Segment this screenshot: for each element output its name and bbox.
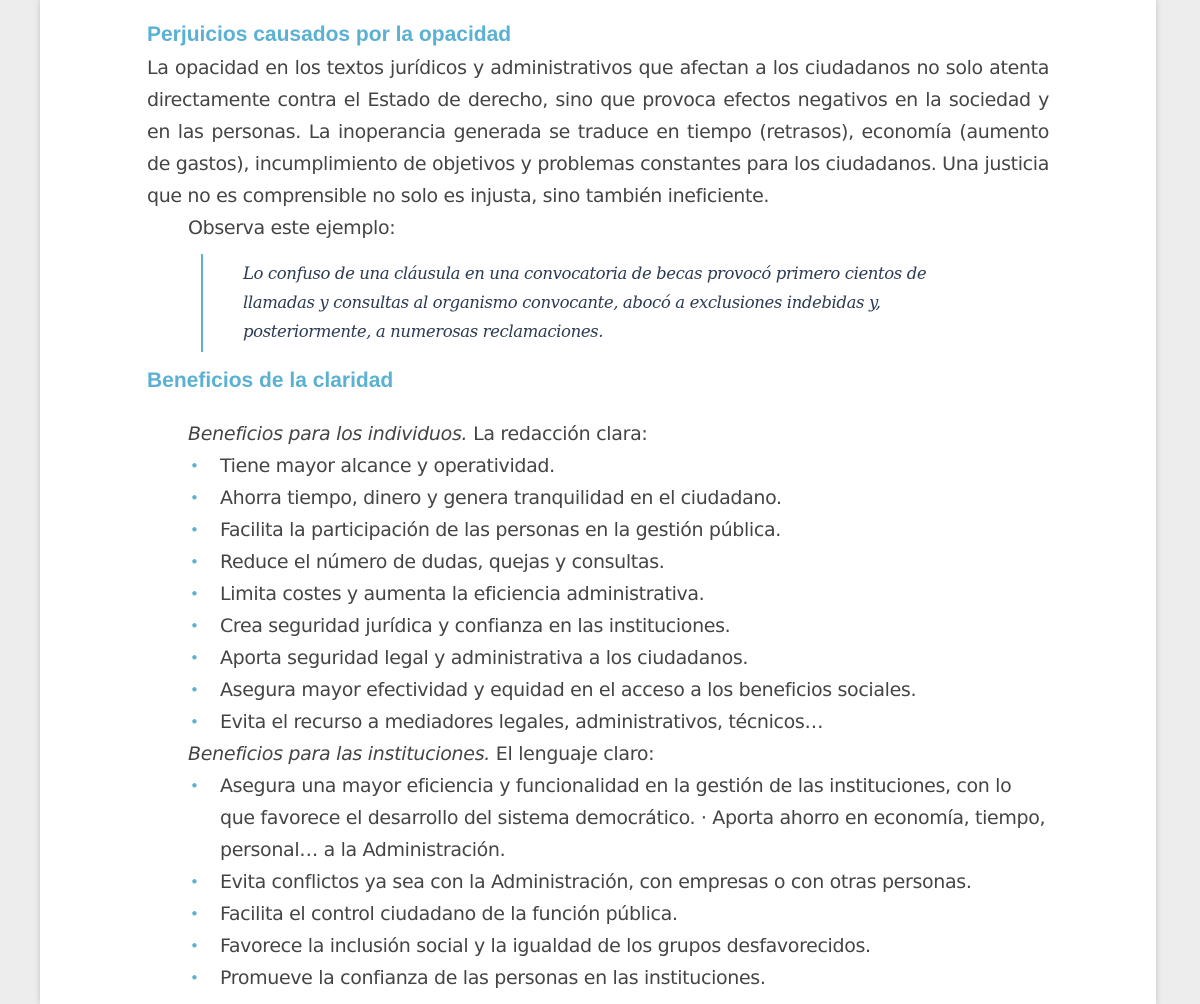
bullet-icon: • xyxy=(190,905,199,923)
list-item-text: Tiene mayor alcance y operatividad. xyxy=(220,455,555,477)
bullet-icon: • xyxy=(190,777,199,795)
heading-perjuicios: Perjuicios causados por la opacidad xyxy=(147,23,512,46)
bullet-icon: • xyxy=(190,713,199,731)
list-item xyxy=(147,674,1050,706)
bullet-icon: • xyxy=(190,553,199,571)
bullet-icon: • xyxy=(190,521,199,539)
list-item-text: Facilita la participación de las personas en la gestión pública. xyxy=(220,519,781,541)
institutions-list xyxy=(147,770,1067,994)
bullet-icon: • xyxy=(190,617,199,635)
list-item-text: Ahorra tiempo, dinero y genera tranquilidad en el ciudadano. xyxy=(220,487,782,509)
list-item xyxy=(147,898,1050,930)
bullet-icon: • xyxy=(190,585,199,603)
list-item xyxy=(147,514,1050,546)
bullet-icon: • xyxy=(190,873,199,891)
institutions-label: Beneficios para las instituciones. xyxy=(188,743,491,765)
list-item-text: Limita costes y aumenta la eficiencia administrativa. xyxy=(220,583,705,605)
list-item-text: Crea seguridad jurídica y confianza en las instituciones. xyxy=(220,615,731,637)
individuals-intro xyxy=(188,418,1067,450)
list-item-text: Facilita el control ciudadano de la función pública. xyxy=(220,903,678,925)
list-item-text: Evita conflictos ya sea con la Administración, con empresas o con otras personas. xyxy=(220,871,972,893)
bullet-icon: • xyxy=(190,489,199,507)
institutions-intro xyxy=(188,738,1067,770)
bullet-icon: • xyxy=(190,457,199,475)
individuals-list xyxy=(147,450,1067,738)
list-item xyxy=(147,642,1050,674)
list-item-text: Evita el recurso a mediadores legales, administrativos, técnicos… xyxy=(220,711,824,733)
list-item xyxy=(147,770,1050,866)
heading-beneficios: Beneficios de la claridad xyxy=(147,369,394,392)
list-item xyxy=(147,610,1050,642)
list-item xyxy=(147,450,1050,482)
individuals-label: Beneficios para los individuos. xyxy=(188,423,468,445)
example-quote: Lo confuso de una cláusula en una convocatoria de becas provocó primero cientos de llamadas y consultas al organismo convocante, abocó a exclusiones indebidas y, posteriormente, a numerosas reclamaciones. xyxy=(201,254,943,352)
bullet-icon: • xyxy=(190,649,199,667)
list-item-text: Aporta seguridad legal y administrativa a los ciudadanos. xyxy=(220,647,749,669)
list-item xyxy=(147,706,1050,738)
list-item xyxy=(147,578,1050,610)
list-item-text: Reduce el número de dudas, quejas y consultas. xyxy=(220,551,665,573)
bullet-icon: • xyxy=(190,937,199,955)
individuals-lead: La redacción clara: xyxy=(473,423,648,445)
example-intro: Observa este ejemplo: xyxy=(188,217,396,239)
bullet-icon: • xyxy=(190,681,199,699)
list-item-text: Favorece la inclusión social y la igualdad de los grupos desfavorecidos. xyxy=(220,935,871,957)
bullet-icon: • xyxy=(190,969,199,987)
list-item xyxy=(147,866,1050,898)
document-page xyxy=(40,0,1156,1004)
list-item xyxy=(147,482,1050,514)
list-item-text: Promueve la confianza de las personas en las instituciones. xyxy=(220,967,766,989)
institutions-lead: El lenguaje claro: xyxy=(495,743,655,765)
list-item-text: Asegura mayor efectividad y equidad en el acceso a los beneficios sociales. xyxy=(220,679,917,701)
list-item-text: Asegura una mayor eficiencia y funcionalidad en la gestión de las instituciones, con lo que favorece el desarrollo del sistema democrático. · Aporta ahorro en economía, tiempo, personal… a la Administración. xyxy=(220,775,1046,861)
list-item xyxy=(147,930,1050,962)
paragraph-opacidad: La opacidad en los textos jurídicos y administrativos que afectan a los ciudadanos no solo atenta directamente contra el Estado de derecho, sino que provoca efectos negativos en la sociedad y en las personas. La inoperancia generada se traduce en tiempo (retrasos), economía (aumento de gastos), incumplimiento de objetivos y problemas constantes para los ciudadanos. Una justicia que no es comprensible no solo es injusta, sino también ineficiente. xyxy=(147,57,1049,207)
list-item xyxy=(147,546,1050,578)
page-content xyxy=(147,18,1067,994)
list-item xyxy=(147,962,1050,994)
